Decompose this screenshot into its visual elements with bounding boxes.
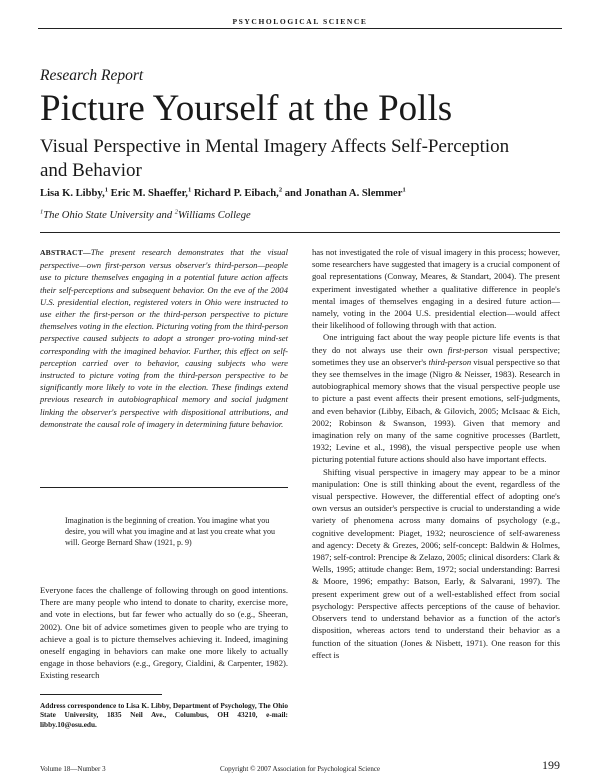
abstract-lead: ABSTRACT—: [40, 248, 91, 257]
body-text: One intriguing fact about the way people picture life events is that they do not always use their own: [312, 332, 560, 355]
page-number: 199: [542, 758, 560, 772]
author-name: Lisa K. Libby,: [40, 188, 105, 199]
author-affiliation-mark: 1: [104, 186, 109, 194]
abstract: [40, 246, 288, 430]
affiliation-mark: 2: [174, 208, 179, 216]
body-right-column: [312, 246, 560, 661]
article-title: Picture Yourself at the Polls: [40, 88, 453, 129]
affiliation-mark: 1: [40, 208, 44, 216]
title-rule: [40, 232, 560, 233]
emphasis-text: third-person: [428, 356, 472, 367]
body-paragraph: has not investigated the role of visual imagery in this process; however, some researchers have suggested that imagery is a crucial component of goal representations (Conway, Meares, & Standart, 2004). The present experiment investigated whether a qualitative difference in people's mental images of themselves engaging in a desired future action—namely, voting in the 2004 U.S. presidential election—would affect their likelihood of following through with that action.: [312, 247, 560, 331]
body-text: visual perspective; sometimes they use an observer's: [312, 344, 561, 367]
header-rule: [38, 28, 562, 29]
affiliations: [40, 210, 251, 221]
affiliation-text: Williams College: [178, 210, 251, 221]
article-subtitle: Visual Perspective in Mental Imagery Affects Self-Perception and Behavior: [40, 136, 510, 181]
abstract-text: The present research demonstrates that the visual perspective—own first-person versus observer's third-person—people use to picture themselves engaging in a potential future action affects their self-perceptions and subsequent behavior. On the eve of the 2004 U.S. presidential election, registered voters in Ohio were instructed to use either the first-person or the third-person perspective to picture themselves voting in the election. Picturing voting from the third-person perspective caused subjects to adopt a stronger pro-voting mind-set corresponding with the imagined behavior. Further, this effect on self-perception carried over to behavior, causing subjects who were instructed to picture voting from the third-person perspective to be significantly more likely to vote in the election. These findings extend previous research in autobiographical memory and social judgment linking the observer's perspective with dispositional attributions, and demonstrate the causal role of imagery in determining future behavior.: [40, 247, 288, 429]
abstract-rule: [40, 487, 288, 488]
author-name: and Jonathan A. Slemmer: [282, 188, 403, 199]
article-type: Research Report: [40, 67, 144, 84]
epigraph: Imagination is the beginning of creation. You imagine what you desire, you will what you imagine and at last you create what you will. George Bernard Shaw (1921, p. 9): [65, 516, 275, 548]
emphasis-text: first-person: [447, 344, 488, 355]
author-list: [40, 188, 406, 199]
body-paragraph: Shifting visual perspective in imagery may appear to be a minor manipulation: One is still thinking about the event, regardless of the visual perspective. However, the differential effect of adopting one's own versus an outsider's perspective is crucial to understanding a wide variety of phenomena across many domains of psychology (e.g., cognitive development: Piaget, 1932; neuroscience of self-awareness and agency: Decety & Grezes, 2006; self-concept: Baldwin & Holmes, 1987; self-control: Prencipe & Zelazo, 2005; clinical disorders: Clark & Wells, 1995; attitude change: Bem, 1972; social understanding: Barresi & Moore, 1996; empathy: Batson, Early, & Salvarani, 1997). The present experiment grew out of a well-established effect from social psychology: Perspective affects perceptions of the cause of behavior. Observers tend to understand behavior as a function of the actor's disposition, whereas actors tend to understand their behavior as a function of the situation (Jones & Nisbett, 1971). One reason for this effect is: [312, 466, 560, 660]
affiliation-text: The Ohio State University and: [43, 210, 175, 221]
footnote-rule: [40, 694, 162, 695]
body-paragraph: [312, 331, 560, 465]
journal-header: PSYCHOLOGICAL SCIENCE: [232, 17, 368, 26]
author-affiliation-mark: 1: [402, 186, 406, 194]
volume-info: Volume 18—Number 3: [40, 765, 106, 773]
body-paragraph: Everyone faces the challenge of following through on good intentions. There are many people who intend to donate to charity, exercise more, and vote in elections, but far fewer who actually do so (e.g., Sheeran, 2002). One bit of advice sometimes given to people who are trying to achieve a goal is to picture themselves achieving it. Indeed, imagining oneself engaging in behaviors can make one more likely to actually engage in those behaviors (e.g., Gregory, Cialdini, & Carpenter, 1982). Existing research: [40, 585, 288, 681]
copyright-notice: Copyright © 2007 Association for Psychological Science: [219, 765, 381, 773]
body-left-column: [40, 584, 288, 682]
author-name: Richard P. Eibach,: [191, 188, 279, 199]
author-affiliation-mark: 1: [187, 186, 192, 194]
author-affiliation-mark: 2: [278, 186, 283, 194]
body-text: visual perspective so that they see themselves in the image (Nigro & Neisser, 1983). Research in autobiographical memory shows that the visual perspective people use to picture a past event affects their present emotions, self-judgments, and even behavior (Libby, Eibach, & Gilovich, 2005; McIsaac & Eich, 2002; Robinson & Swanson, 1993). Given that memory and imagination rely on many of the same cognitive processes (Bartlett, 1932; Levine et al., 1998), the visual perspective people use when picturing potential future actions should also have important effects.: [312, 356, 561, 465]
author-name: Eric M. Shaeffer,: [108, 188, 188, 199]
correspondence-note: Address correspondence to Lisa K. Libby, Department of Psychology, The Ohio State University, 1835 Neil Ave., Columbus, OH 43210, e-mail: libby.10@osu.edu.: [40, 701, 288, 729]
